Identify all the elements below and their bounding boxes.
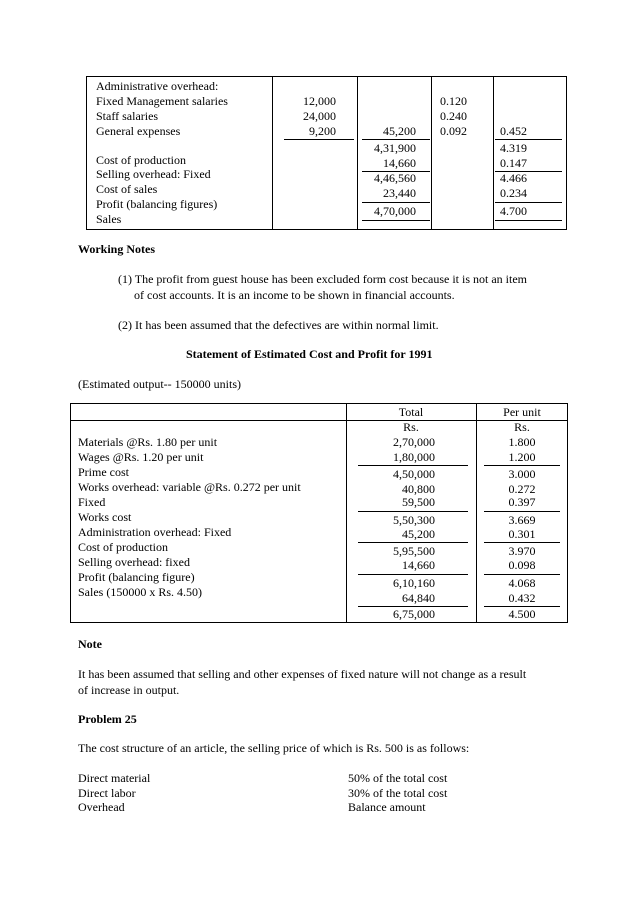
- cost-item-label: Direct labor: [78, 786, 136, 800]
- t2-total-value: 5,50,300: [393, 513, 435, 527]
- t2-per-unit-value: 3.669: [508, 513, 536, 527]
- t2-label: Cost of production: [78, 540, 168, 554]
- working-note-2: (2) It has been assumed that the defectives are within normal limit.: [118, 318, 439, 332]
- statement-title: Statement of Estimated Cost and Profit for 1991: [186, 347, 433, 361]
- t1-col4-value: 4.319: [500, 141, 527, 155]
- t1-label: Staff salaries: [96, 109, 159, 123]
- t1-col3-value: 0.120: [440, 94, 467, 108]
- t2-per-unit-value: 1.200: [508, 450, 536, 464]
- t2-total-value: 40,800: [402, 482, 435, 496]
- t1-col3-value: 0.092: [440, 124, 467, 138]
- problem-text: The cost structure of an article, the selling price of which is Rs. 500 is as follows:: [78, 741, 470, 755]
- note-text: It has been assumed that selling and other expenses of fixed nature will not change as a result: [78, 667, 527, 681]
- t1-col2-value: 4,46,560: [374, 171, 416, 185]
- t1-label: Fixed Management salaries: [96, 94, 228, 108]
- t2-label: Selling overhead: fixed: [78, 555, 190, 569]
- estimated-output-note: (Estimated output-- 150000 units): [78, 377, 241, 391]
- t2-per-unit-value: 0.272: [508, 482, 536, 496]
- cost-item-label: Direct material: [78, 771, 151, 785]
- t2-per-unit-value: 0.397: [508, 495, 536, 509]
- t1-col4-value: 0.452: [500, 124, 527, 138]
- t2-total-value: 14,660: [402, 558, 435, 572]
- t2-per-unit-value: 3.000: [508, 467, 536, 481]
- cost-item-value: 30% of the total cost: [348, 786, 448, 800]
- t2-total-value: 64,840: [402, 591, 435, 605]
- t1-col3-value: 0.240: [440, 109, 467, 123]
- t1-label: Sales: [96, 212, 122, 226]
- t2-label: Wages @Rs. 1.20 per unit: [78, 450, 204, 464]
- t2-label: Prime cost: [78, 465, 129, 479]
- working-notes-heading: Working Notes: [78, 242, 156, 256]
- t2-total-value: 2,70,000: [393, 435, 435, 449]
- unit-rs: Rs.: [403, 420, 419, 434]
- cost-item-value: Balance amount: [348, 800, 426, 814]
- t1-label: General expenses: [96, 124, 181, 138]
- t1-label: Selling overhead: Fixed: [96, 167, 211, 181]
- unit-rs: Rs.: [514, 420, 530, 434]
- t2-total-value: 4,50,000: [393, 467, 435, 481]
- column-header-per-unit: Per unit: [503, 405, 541, 419]
- t1-col1-value: 12,000: [303, 94, 336, 108]
- t1-col4-value: 0.147: [500, 156, 527, 170]
- t1-col2-value: 14,660: [383, 156, 416, 170]
- t2-per-unit-value: 4.500: [508, 607, 536, 621]
- t2-label: Fixed: [78, 495, 106, 509]
- t1-label: Cost of production: [96, 153, 186, 167]
- t1-label: Cost of sales: [96, 182, 158, 196]
- t2-label: Administration overhead: Fixed: [78, 525, 232, 539]
- column-header-total: Total: [398, 405, 424, 419]
- problem-heading: Problem 25: [78, 712, 137, 726]
- t2-per-unit-value: 0.301: [508, 527, 536, 541]
- t1-col4-value: 4.700: [500, 204, 527, 218]
- note-heading: Note: [78, 637, 102, 651]
- t1-label: Profit (balancing figures): [96, 197, 218, 211]
- t2-per-unit-value: 3.970: [508, 544, 536, 558]
- t2-total-value: 1,80,000: [393, 450, 435, 464]
- t1-col1-value: 9,200: [309, 124, 336, 138]
- t2-total-value: 59,500: [402, 495, 435, 509]
- t1-col1-value: 24,000: [303, 109, 336, 123]
- note-text-cont: of increase in output.: [78, 683, 180, 697]
- t2-total-value: 45,200: [402, 527, 435, 541]
- t2-label: Sales (150000 x Rs. 4.50): [78, 585, 202, 599]
- t1-col2-value: 45,200: [383, 124, 416, 138]
- working-note-1-cont: of cost accounts. It is an income to be shown in financial accounts.: [134, 288, 455, 302]
- t1-col2-value: 4,70,000: [374, 204, 416, 218]
- t2-per-unit-value: 4.068: [508, 576, 536, 590]
- t1-col2-value: 23,440: [383, 186, 416, 200]
- t2-per-unit-value: 0.098: [508, 558, 536, 572]
- t2-label: Profit (balancing figure): [78, 570, 195, 584]
- t1-label: Administrative overhead:: [96, 79, 219, 93]
- t1-col2-value: 4,31,900: [374, 141, 416, 155]
- t1-col4-value: 0.234: [500, 186, 527, 200]
- t2-total-value: 6,75,000: [393, 607, 435, 621]
- t2-label: Works overhead: variable @Rs. 0.272 per unit: [78, 480, 301, 494]
- t2-total-value: 6,10,160: [393, 576, 435, 590]
- t2-total-value: 5,95,500: [393, 544, 435, 558]
- cost-item-label: Overhead: [78, 800, 125, 814]
- cost-item-value: 50% of the total cost: [348, 771, 448, 785]
- t2-per-unit-value: 1.800: [508, 435, 536, 449]
- t1-col4-value: 4.466: [500, 171, 527, 185]
- t2-label: Materials @Rs. 1.80 per unit: [78, 435, 218, 449]
- working-note-1: (1) The profit from guest house has been excluded form cost because it is not an item: [118, 272, 527, 286]
- t2-per-unit-value: 0.432: [508, 591, 536, 605]
- t2-label: Works cost: [78, 510, 132, 524]
